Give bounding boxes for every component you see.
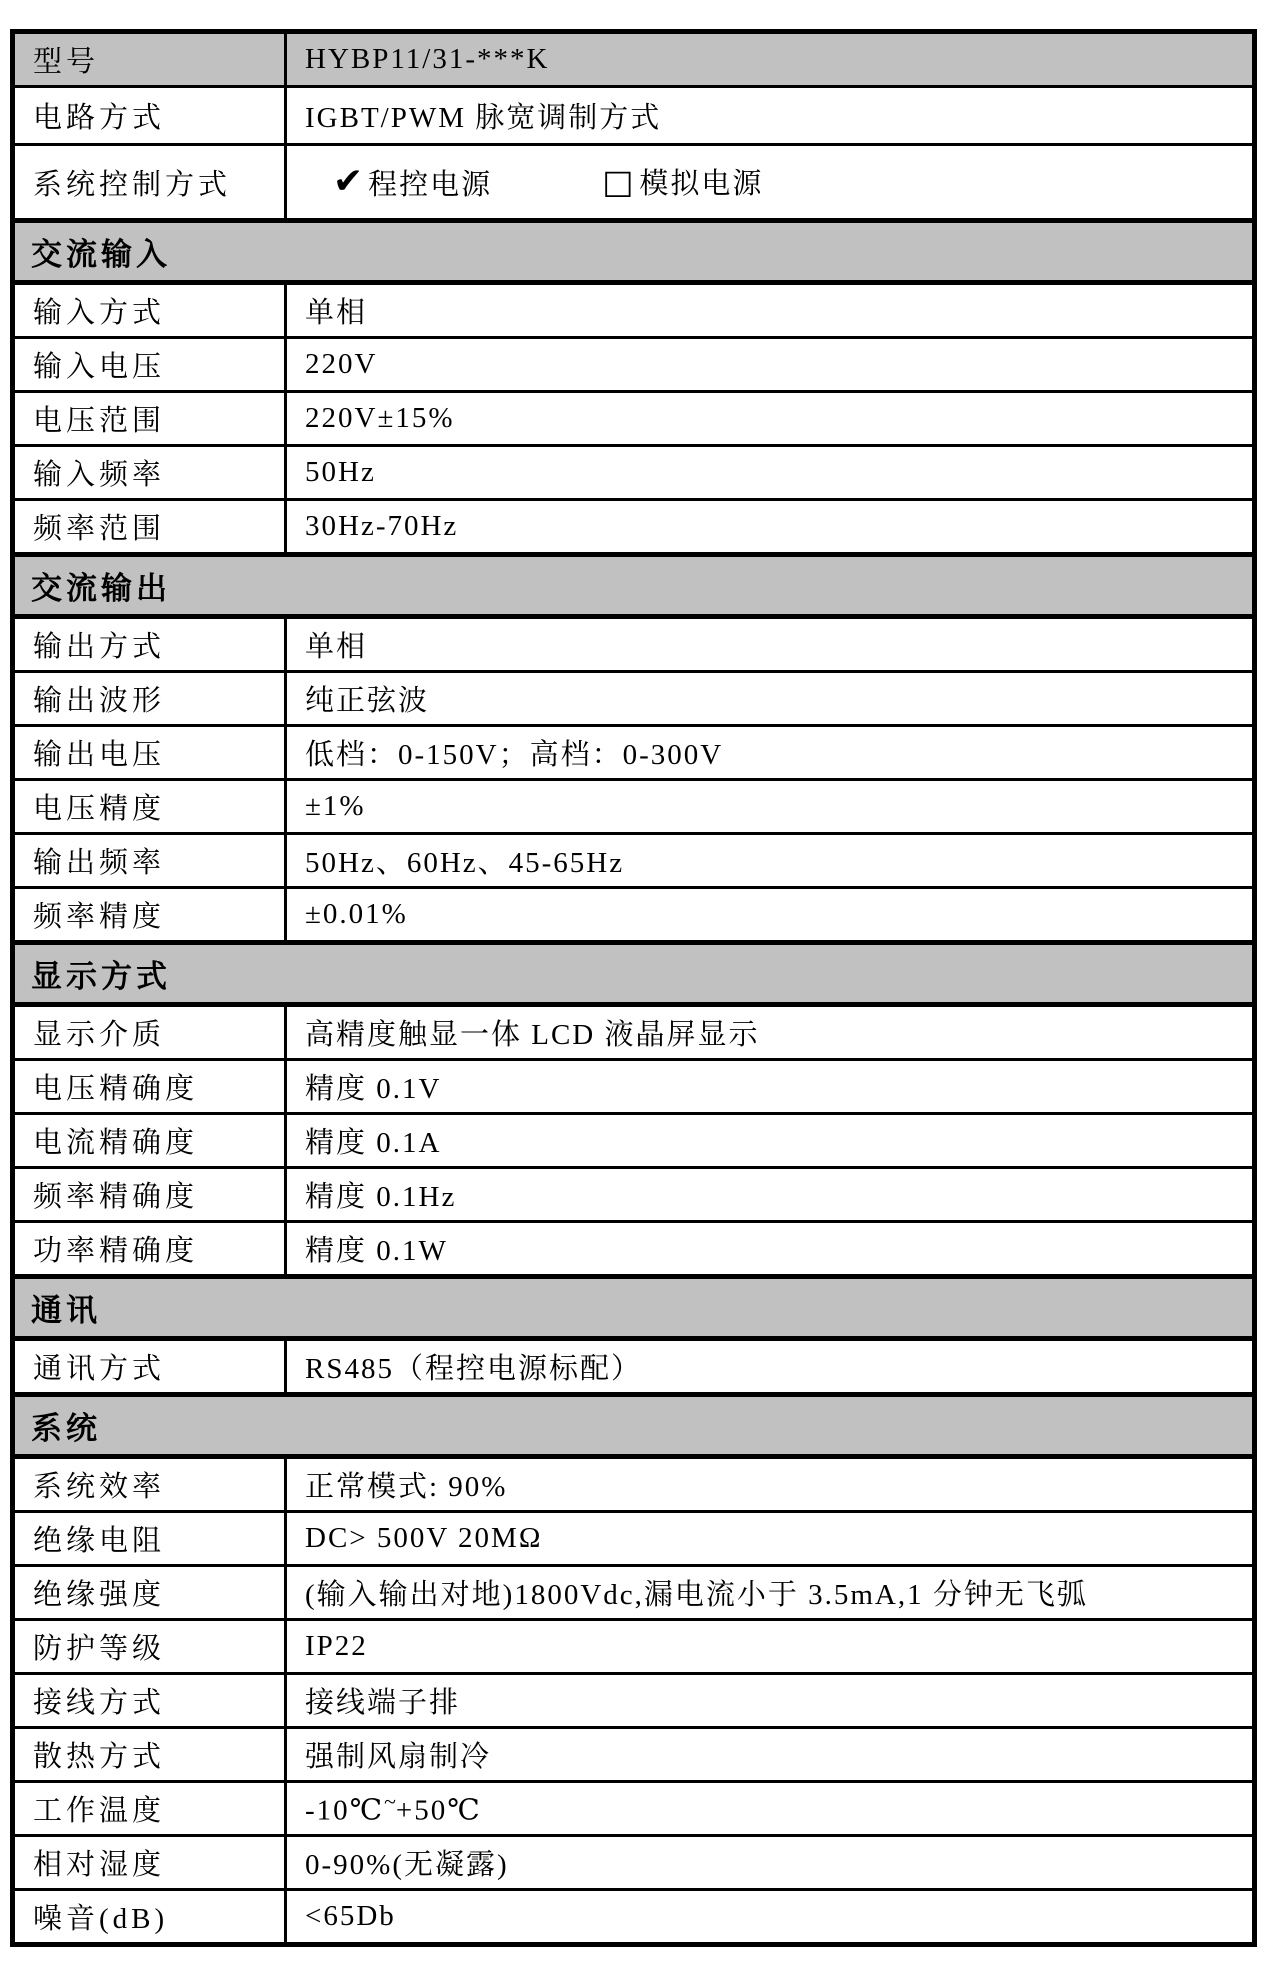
spec-value: [286, 145, 1255, 221]
value-part: -10℃: [305, 1794, 385, 1827]
spec-row: [13, 1782, 1255, 1836]
spec-label: 电路方式: [13, 87, 286, 145]
spec-label: 相对湿度: [13, 1836, 286, 1890]
section-title: 显示方式: [13, 943, 1255, 1005]
spec-label: 输入方式: [13, 283, 286, 338]
section-title: 交流输出: [13, 555, 1255, 617]
section-row: [13, 555, 1255, 617]
spec-value: 单相: [286, 617, 1255, 672]
section-title: 通讯: [13, 1277, 1255, 1339]
spec-row: [13, 500, 1255, 555]
section-title: 系统: [13, 1395, 1255, 1457]
spec-label: 输出电压: [13, 726, 286, 780]
spec-row: [13, 145, 1255, 221]
spec-value: 精度 0.1V: [286, 1060, 1255, 1114]
spec-row: [13, 1620, 1255, 1674]
spec-label: 型号: [13, 32, 286, 87]
spec-value: <65Db: [286, 1890, 1255, 1945]
spec-value: 强制风扇制冷: [286, 1728, 1255, 1782]
spec-row: [13, 283, 1255, 338]
spec-label: 防护等级: [13, 1620, 286, 1674]
spec-value: 0-90%(无凝露): [286, 1836, 1255, 1890]
spec-value: 单相: [286, 283, 1255, 338]
spec-row: [13, 1060, 1255, 1114]
spec-row: [13, 446, 1255, 500]
spec-label: 系统效率: [13, 1457, 286, 1512]
spec-row: [13, 834, 1255, 888]
spec-row: [13, 1457, 1255, 1512]
spec-value: IGBT/PWM 脉宽调制方式: [286, 87, 1255, 145]
spec-value: [286, 1782, 1255, 1836]
spec-table-body: [13, 32, 1255, 1945]
power-option-label: 程控电源: [368, 168, 493, 201]
spec-row: [13, 1728, 1255, 1782]
spec-row: [13, 780, 1255, 834]
spec-label: 噪音(dB): [13, 1890, 286, 1945]
spec-value: 50Hz: [286, 446, 1255, 500]
spec-label: 绝缘强度: [13, 1566, 286, 1620]
spec-row: [13, 672, 1255, 726]
section-row: [13, 1277, 1255, 1339]
spec-label: 绝缘电阻: [13, 1512, 286, 1566]
spec-row: [13, 1222, 1255, 1277]
spec-row: [13, 1674, 1255, 1728]
spec-row: [13, 726, 1255, 780]
spec-value: HYBP11/31-***K: [286, 32, 1255, 87]
power-option-label: 模拟电源: [639, 168, 764, 201]
spec-value: 精度 0.1W: [286, 1222, 1255, 1277]
spec-label: 输出方式: [13, 617, 286, 672]
section-title: 交流输入: [13, 221, 1255, 283]
spec-row: [13, 1114, 1255, 1168]
spec-value: ±1%: [286, 780, 1255, 834]
checkbox-empty-icon: □: [602, 162, 636, 202]
power-option-unchecked: [602, 161, 763, 202]
spec-label: 通讯方式: [13, 1339, 286, 1395]
spec-row: [13, 1512, 1255, 1566]
spec-value: 高精度触显一体 LCD 液晶屏显示: [286, 1005, 1255, 1060]
spec-label: 频率精度: [13, 888, 286, 943]
spec-value: 接线端子排: [286, 1674, 1255, 1728]
spec-label: 输入电压: [13, 338, 286, 392]
spec-label: 输出波形: [13, 672, 286, 726]
spec-value: RS485（程控电源标配）: [286, 1339, 1255, 1395]
checkmark-icon: ✔: [333, 161, 366, 203]
spec-value: 精度 0.1A: [286, 1114, 1255, 1168]
power-option-checked: [333, 162, 492, 203]
spec-row: [13, 1005, 1255, 1060]
spec-row: [13, 392, 1255, 446]
spec-row: [13, 1890, 1255, 1945]
spec-label: 接线方式: [13, 1674, 286, 1728]
spec-row: [13, 1566, 1255, 1620]
spec-label: 输入频率: [13, 446, 286, 500]
spec-value: 30Hz-70Hz: [286, 500, 1255, 555]
spec-label: 输出频率: [13, 834, 286, 888]
spec-label: 散热方式: [13, 1728, 286, 1782]
spec-label: 工作温度: [13, 1782, 286, 1836]
spec-table: [10, 29, 1257, 1947]
spec-row: [13, 1168, 1255, 1222]
spec-row: [13, 1836, 1255, 1890]
spec-label: 电压范围: [13, 392, 286, 446]
section-row: [13, 221, 1255, 283]
spec-row: [13, 1339, 1255, 1395]
spec-label: 频率精确度: [13, 1168, 286, 1222]
spec-label: 显示介质: [13, 1005, 286, 1060]
spec-value: 50Hz、60Hz、45-65Hz: [286, 834, 1255, 888]
spec-row: [13, 888, 1255, 943]
spec-value: 纯正弦波: [286, 672, 1255, 726]
spec-row: [13, 617, 1255, 672]
spec-value: 精度 0.1Hz: [286, 1168, 1255, 1222]
spec-row: [13, 87, 1255, 145]
spec-value: 正常模式: 90%: [286, 1457, 1255, 1512]
spec-label: 系统控制方式: [13, 145, 286, 221]
section-row: [13, 1395, 1255, 1457]
value-part: +50℃: [395, 1794, 482, 1827]
spec-label: 电流精确度: [13, 1114, 286, 1168]
spec-row: [13, 338, 1255, 392]
spec-value: (输入输出对地)1800Vdc,漏电流小于 3.5mA,1 分钟无飞弧: [286, 1566, 1255, 1620]
spec-label: 频率范围: [13, 500, 286, 555]
spec-label: 功率精确度: [13, 1222, 286, 1277]
spec-row: [13, 32, 1255, 87]
spec-label: 电压精度: [13, 780, 286, 834]
section-row: [13, 943, 1255, 1005]
spec-value: 低档：0-150V；高档：0-300V: [286, 726, 1255, 780]
spec-value: 220V±15%: [286, 392, 1255, 446]
spec-label: 电压精确度: [13, 1060, 286, 1114]
spec-value: IP22: [286, 1620, 1255, 1674]
spec-value: DC> 500V 20MΩ: [286, 1512, 1255, 1566]
spec-value: 220V: [286, 338, 1255, 392]
tilde-superscript: ~: [384, 1789, 396, 1814]
spec-value: ±0.01%: [286, 888, 1255, 943]
